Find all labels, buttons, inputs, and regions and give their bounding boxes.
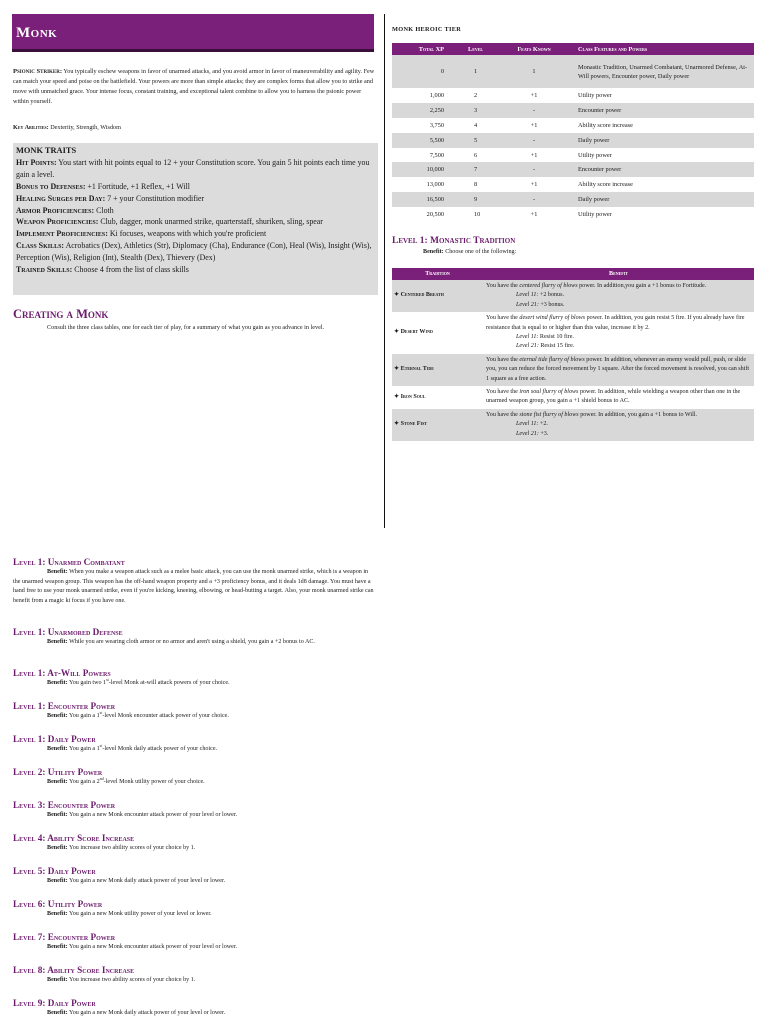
- table-cell: -: [494, 162, 574, 177]
- table-row: [392, 207, 754, 222]
- column-divider: [384, 14, 385, 528]
- table-cell: 2,250: [392, 103, 454, 118]
- table-cell: 9: [454, 192, 494, 207]
- level-label: Level 21:: [516, 430, 539, 437]
- level-bonus: Level 11: +2 bonus.: [516, 292, 565, 299]
- table-cell: 4: [454, 118, 494, 133]
- trait-text: Choose 4 from the list of class skills: [74, 265, 189, 275]
- key-abilities-label: Key Abilities:: [13, 124, 49, 131]
- table-cell: 5,500: [392, 133, 454, 148]
- feature-text: Benefit: You gain a new Monk encounter attack power of your level or lower.: [47, 944, 238, 950]
- col-header: Benefit: [483, 268, 754, 280]
- feature-heading: Level 1: Unarmed Combatant: [13, 557, 125, 567]
- table-cell: 2: [454, 88, 494, 103]
- tradition-row: [392, 409, 754, 441]
- table-cell: 1,000: [392, 88, 454, 103]
- table-cell: +1: [494, 88, 574, 103]
- table-row: [392, 148, 754, 163]
- tradition-table: [392, 268, 754, 441]
- tradition-name: ✦ Stone Fist: [392, 409, 483, 441]
- benefit-label: Benefit:: [47, 713, 68, 719]
- trait-text: You start with hit points equal to 12 + your Constitution score. You gain 5 hit points each time you gain a level.: [16, 157, 370, 179]
- intro-paragraph: [13, 67, 375, 107]
- trait-line: [16, 240, 375, 264]
- table-row: [392, 118, 754, 133]
- table-cell: 10,000: [392, 162, 454, 177]
- table-cell: +1: [494, 118, 574, 133]
- feature-text: Benefit: You gain a new Monk encounter attack power of your level or lower.: [47, 812, 238, 818]
- feature-text: Benefit: While you are wearing cloth armor or no armor and aren't using a shield, you gain a +2 bonus to AC.: [47, 639, 315, 645]
- ordinal-suffix: st: [106, 676, 109, 682]
- power-name: desert wind flurry of blows: [519, 315, 586, 322]
- feature-block: [13, 767, 375, 788]
- power-name: iron soul flurry of blows: [519, 389, 579, 396]
- table-cell: Monastic Tradition, Unarmed Combatant, Unarmored Defense, At-Will powers, Encounter power, Daily power: [574, 55, 754, 88]
- feature-text: Benefit: You gain a 2nd-level Monk utility power of your choice.: [47, 775, 205, 785]
- trait-line: [16, 205, 375, 217]
- heroic-tier-table: [392, 43, 754, 222]
- key-abilities: [13, 124, 375, 131]
- traits-box: [13, 143, 378, 295]
- feature-block: [13, 800, 375, 821]
- intro-label: Psionic Striker:: [13, 68, 63, 75]
- trait-label: Bonus to Defenses:: [16, 181, 86, 191]
- ordinal-suffix: st: [99, 742, 103, 748]
- level-label: Level 21:: [516, 301, 539, 308]
- table-header-row: [392, 43, 754, 55]
- feature-text: Benefit: You gain a 1st-level Monk daily attack power of your choice.: [47, 742, 218, 752]
- ordinal-suffix: st: [99, 709, 103, 715]
- ordinal-suffix: nd: [99, 775, 104, 781]
- tradition-benefit: You have the eternal tide flurry of blows power. In addition, whenever an enemy would pull, push, or slide you, you can reduce the forced movement by 1 square. After the forced movement is resolved, you can shift 1 square as a free action.: [483, 354, 754, 386]
- table-row: [392, 88, 754, 103]
- trait-line: [16, 193, 375, 205]
- feature-block: [13, 557, 375, 607]
- tradition-name: ✦ Iron Soul: [392, 386, 483, 409]
- trait-label: Trained Skills:: [16, 265, 73, 275]
- col-header: Total XP: [392, 43, 454, 55]
- feature-text: Benefit: You gain a new Monk daily attack power of your level or lower.: [47, 878, 226, 884]
- table-row: [392, 162, 754, 177]
- col-header: Feats Known: [494, 43, 574, 55]
- table-cell: 7,500: [392, 148, 454, 163]
- feature-text: Benefit: You increase two ability scores of your choice by 1.: [47, 977, 196, 983]
- table-cell: +1: [494, 207, 574, 222]
- feature-block: [13, 701, 375, 722]
- table-header-row: [392, 268, 754, 280]
- power-name: eternal tide flurry of blows: [519, 356, 585, 363]
- level-bonus: Level 21: +3 bonus.: [516, 301, 565, 308]
- table-row: [392, 192, 754, 207]
- feature-heading: Level 9: Daily Power: [13, 998, 96, 1008]
- feature-heading: Level 1: Daily Power: [13, 734, 96, 744]
- benefit-label: Benefit:: [47, 569, 68, 575]
- benefit-label: Benefit:: [47, 977, 68, 983]
- benefit-label: Benefit:: [47, 779, 68, 785]
- feature-heading: Level 1: Unarmored Defense: [13, 627, 123, 637]
- power-name: centered flurry of blows: [519, 283, 578, 289]
- feature-text: Benefit: You increase two ability scores of your choice by 1.: [47, 845, 196, 851]
- key-abilities-text: Dexterity, Strength, Wisdom: [50, 124, 121, 131]
- feature-text: Benefit: You gain two 1st-level Monk at-will attack powers of your choice.: [47, 676, 230, 686]
- feature-heading: Level 2: Utility Power: [13, 767, 103, 777]
- benefit-label: Benefit:: [423, 249, 444, 255]
- feature-block: [13, 627, 375, 648]
- trait-label: Armor Proficiencies:: [16, 205, 95, 215]
- feature-text: Benefit: You gain a 1st-level Monk encounter attack power of your choice.: [47, 709, 229, 719]
- tradition-name: ✦ Desert Wind: [392, 312, 483, 354]
- trait-label: Class Skills:: [16, 241, 65, 251]
- feature-heading: Level 6: Utility Power: [13, 899, 103, 909]
- traits-heading: MONK TRAITS: [16, 146, 77, 155]
- feature-heading: Level 1: Encounter Power: [13, 701, 116, 711]
- table-cell: Encounter power: [574, 162, 754, 177]
- tradition-name: ✦ Centered Breath: [392, 280, 483, 312]
- table-cell: Ability score increase: [574, 177, 754, 192]
- benefit-label: Benefit:: [47, 680, 68, 686]
- trait-text: Club, dagger, monk unarmed strike, quarterstaff, shuriken, sling, spear: [100, 217, 323, 227]
- creating-text: Consult the three class tables, one for each tier of play, for a summary of what you gain as you advance in level.: [47, 324, 325, 331]
- table-cell: Daily power: [574, 192, 754, 207]
- trait-text: Acrobatics (Dex), Athletics (Str), Diplomacy (Cha), Endurance (Con), Heal (Wis), Insight (Wis), Perception (Wis), Religion (Int), Stealth (Dex), Thievery (Dex): [16, 241, 372, 263]
- level-label: Level 11:: [516, 292, 539, 299]
- trait-line: [16, 264, 375, 276]
- table-cell: -: [494, 133, 574, 148]
- feature-block: [13, 932, 375, 953]
- benefit-text: Choose one of the following:: [445, 249, 517, 255]
- trait-line: [16, 181, 375, 193]
- level-bonus: Level 21: Resist 15 fire.: [516, 343, 575, 350]
- feature-heading: Level 3: Encounter Power: [13, 800, 116, 810]
- trait-text: 7 + your Constitution modifier: [107, 193, 205, 203]
- benefit-label: Benefit:: [47, 812, 68, 818]
- col-header: Level: [454, 43, 494, 55]
- table-cell: 3,750: [392, 118, 454, 133]
- level-label: Level 11:: [516, 421, 539, 428]
- table-cell: 8: [454, 177, 494, 192]
- tradition-row: [392, 354, 754, 386]
- table-cell: Utility power: [574, 88, 754, 103]
- trait-line: [16, 157, 375, 181]
- tradition-benefit: You have the iron soul flurry of blows power. In addition, while wielding a weapon other than one in the unarmed weapon group, you gain a +1 shield bonus to AC.: [483, 386, 754, 409]
- feature-heading: Level 7: Encounter Power: [13, 932, 116, 942]
- table-row: [392, 177, 754, 192]
- power-name: stone fist flurry of blows: [519, 411, 579, 418]
- table-cell: 10: [454, 207, 494, 222]
- table-cell: 3: [454, 103, 494, 118]
- feature-text: Benefit: When you make a weapon attack such as a melee basic attack, you can use the monk unarmed strike, which is a weapon in the unarmed weapon group. This weapon has the off-hand weapon property and a +3 proficiency bonus, and it deals 1d8 damage. You must have a hand free to use your monk unarmed strike, even if you're kicking, kneeing, elbowing, or head-butting a target. Also, your monk unarmed strike can benefit from a magic ki focus if you have one.: [13, 569, 374, 605]
- table-cell: -: [494, 103, 574, 118]
- benefit-label: Benefit:: [47, 911, 68, 917]
- table-cell: +1: [494, 148, 574, 163]
- trait-label: Implement Proficiencies:: [16, 229, 108, 239]
- level-label: Level 11:: [516, 334, 539, 341]
- benefit-label: Benefit:: [47, 845, 68, 851]
- feature-block: [13, 734, 375, 755]
- trait-label: Healing Surges per Day:: [16, 193, 106, 203]
- feature-text: Benefit: You gain a new Monk daily attack power of your level or lower.: [47, 1010, 226, 1016]
- table-cell: 13,000: [392, 177, 454, 192]
- feature-block: [13, 899, 375, 920]
- table-cell: 1: [494, 55, 574, 88]
- page-title: Monk: [12, 14, 374, 52]
- level-label: Level 21:: [516, 343, 539, 350]
- trait-line: [16, 216, 375, 228]
- table-cell: 5: [454, 133, 494, 148]
- trait-line: [16, 228, 375, 240]
- table-cell: -: [494, 192, 574, 207]
- benefit-label: Benefit:: [47, 878, 68, 884]
- table-cell: 6: [454, 148, 494, 163]
- feature-text: Benefit: You gain a new Monk utility power of your level or lower.: [47, 911, 212, 917]
- tradition-row: [392, 312, 754, 354]
- table-cell: 20,500: [392, 207, 454, 222]
- table-cell: 7: [454, 162, 494, 177]
- col-header: Tradition: [392, 268, 483, 280]
- col-header: Class Features and Powers: [574, 43, 754, 55]
- benefit-label: Benefit:: [47, 1010, 68, 1016]
- trait-text: Cloth: [96, 205, 114, 215]
- tradition-benefit: You have the desert wind flurry of blows power. In addition, you gain resist 5 fire. If you already have fire resistance that is equal to or higher than this value, increase it by 2. Level 11: Resist 10 fire. Level 21: Resist 15 fire.: [483, 312, 754, 354]
- feature-block: [13, 668, 375, 689]
- feature-heading: Level 4: Ability Score Increase: [13, 833, 135, 843]
- heroic-tier-heading: MONK HEROIC TIER: [392, 26, 462, 33]
- benefit-label: Benefit:: [47, 639, 68, 645]
- table-cell: Utility power: [574, 207, 754, 222]
- table-cell: Utility power: [574, 148, 754, 163]
- table-cell: Daily power: [574, 133, 754, 148]
- tradition-row: [392, 280, 754, 312]
- feature-block: [13, 833, 375, 854]
- table-row: [392, 133, 754, 148]
- tradition-name: ✦ Eternal Tide: [392, 354, 483, 386]
- trait-label: Weapon Proficiencies:: [16, 217, 99, 227]
- table-cell: 0: [392, 55, 454, 88]
- tradition-row: [392, 386, 754, 409]
- table-cell: +1: [494, 177, 574, 192]
- feature-heading: Level 8: Ability Score Increase: [13, 965, 135, 975]
- table-cell: Ability score increase: [574, 118, 754, 133]
- table-row: [392, 103, 754, 118]
- benefit-label: Benefit:: [47, 746, 68, 752]
- feature-block: [13, 965, 375, 986]
- feature-block: [13, 998, 375, 1019]
- table-row: [392, 55, 754, 88]
- tradition-benefit: You have the stone fist flurry of blows power. In addition, you gain a +1 bonus to Will. Level 11: +2. Level 21: +3.: [483, 409, 754, 441]
- monastic-tradition-heading: Level 1: Monastic Tradition: [392, 236, 516, 246]
- benefit-label: Benefit:: [47, 944, 68, 950]
- monastic-benefit: [423, 249, 516, 255]
- table-cell: Encounter power: [574, 103, 754, 118]
- level-bonus: Level 11: +2.: [516, 421, 548, 428]
- feature-heading: Level 1: At-Will Powers: [13, 668, 111, 678]
- feature-heading: Level 5: Daily Power: [13, 866, 96, 876]
- level-bonus: Level 11: Resist 10 fire.: [516, 334, 574, 341]
- level-bonus: Level 21: +3.: [516, 430, 549, 437]
- tradition-benefit: You have the centered flurry of blows power. In addition,you gain a +1 bonus to Fortitude. Level 11: +2 bonus. Level 21: +3 bonus.: [483, 280, 754, 312]
- table-cell: 1: [454, 55, 494, 88]
- trait-label: Hit Points:: [16, 157, 57, 167]
- trait-text: Ki focuses, weapons with which you're proficient: [109, 229, 267, 239]
- creating-heading: Creating a Monk: [13, 307, 109, 321]
- table-cell: 16,500: [392, 192, 454, 207]
- feature-block: [13, 866, 375, 887]
- trait-text: +1 Fortitude, +1 Reflex, +1 Will: [87, 181, 190, 191]
- intro-text: You typically eschew weapons in favor of unarmed attacks, and you avoid armor in favor of maneuverability and agility. Few can match your speed and poise on the battlefield. Your powers are more than simple attacks; they are complex forms that allow you to strike and move with unmatched grace. Your intense focus, constant training, and exceptional talent combine to allow you to harness the psionic power within yourself.: [13, 68, 375, 105]
